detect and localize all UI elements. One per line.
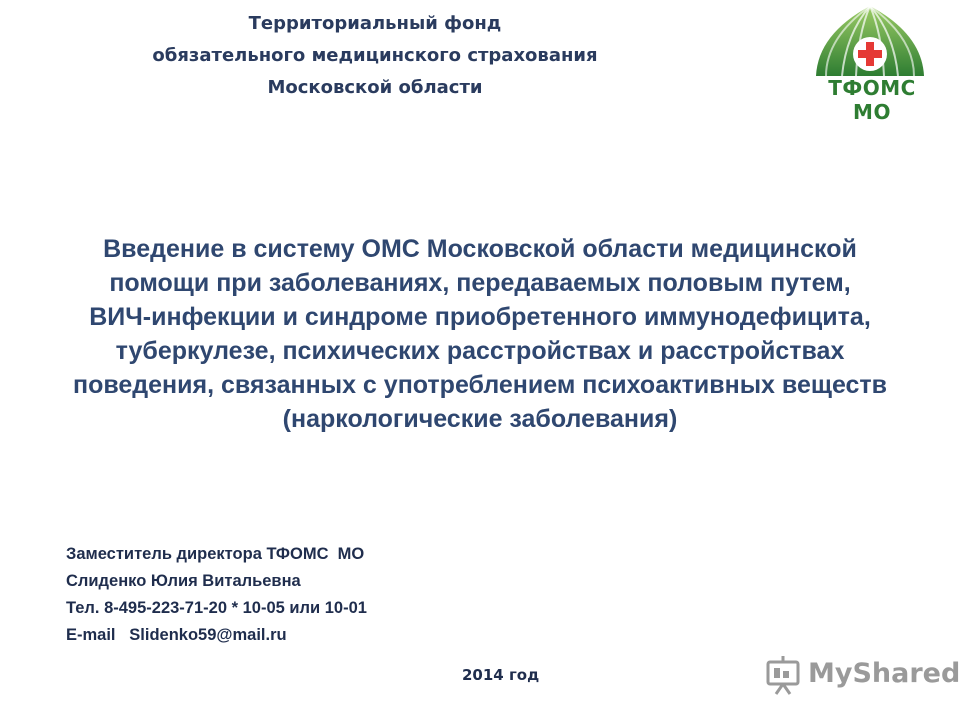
org-line-3: Московской области <box>267 77 483 98</box>
logo-text: ТФОМС МО <box>828 76 916 124</box>
title-line-3: ВИЧ-инфекции и синдроме приобретенного иммунодефицита, <box>89 303 871 331</box>
contact-phone: Тел. 8-495-223-71-20 * 10-05 или 10-01 <box>66 599 367 617</box>
contact-position: Заместитель директора ТФОМС МО <box>66 545 365 563</box>
contact-block <box>66 541 586 649</box>
contact-name: Слиденко Юлия Витальевна <box>66 572 301 590</box>
title-line-5: поведения, связанных с употреблением психоактивных веществ <box>72 371 888 399</box>
organization-header <box>0 8 750 104</box>
title-line-2: помощи при заболеваниях, передаваемых половым путем, <box>109 269 851 297</box>
year-label: 2014 год <box>462 666 540 684</box>
org-line-2: обязательного медицинского страхования <box>152 45 598 66</box>
contact-email: E-mail Slidenko59@mail.ru <box>66 626 287 644</box>
watermark-text: MyShared <box>808 658 960 689</box>
org-line-1: Территориальный фонд <box>248 13 502 34</box>
title-line-6: (наркологические заболевания) <box>282 405 678 433</box>
title-line-4: туберкулезе, психических расстройствах и расстройствах <box>115 337 845 365</box>
slide-title <box>30 232 930 436</box>
title-line-1: Введение в систему ОМС Московской области медицинской <box>103 235 857 263</box>
